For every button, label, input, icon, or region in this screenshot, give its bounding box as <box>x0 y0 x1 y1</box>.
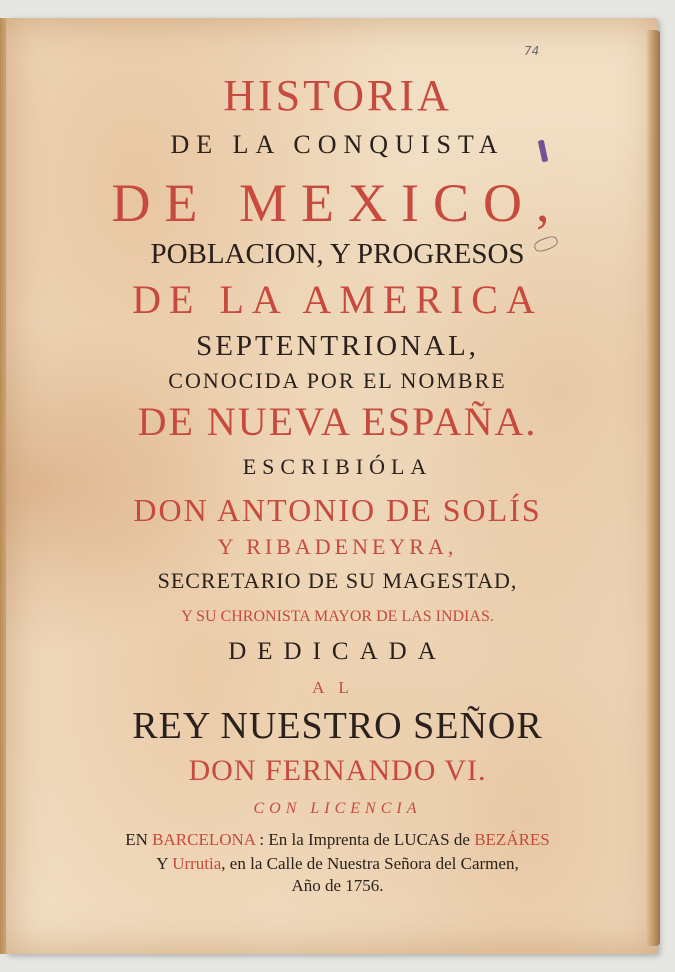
title-de-la-america: DE LA AMERICA <box>132 277 543 322</box>
imprint-city: BARCELONA <box>152 830 256 849</box>
pencil-annotation: 74 <box>524 44 540 58</box>
dedication-al: AL <box>312 678 363 697</box>
imprint-year: Año de 1756. <box>291 876 384 895</box>
title-escribiola: ESCRIBIÓLA <box>242 454 433 479</box>
title-septentrional: SEPTENTRIONAL, <box>196 330 479 362</box>
title-conocida: CONOCIDA POR EL NOMBRE <box>168 368 507 393</box>
title-poblacion: POBLACION, Y PROGRESOS <box>150 238 525 270</box>
author-surname: Y RIBADENEYRA, <box>217 534 458 559</box>
author-title-chronista: Y SU CHRONISTA MAYOR DE LAS INDIAS. <box>181 608 494 625</box>
imprint-line-2 <box>0 854 675 874</box>
dedication-fernando: DON FERNANDO VI. <box>188 754 487 787</box>
title-historia: HISTORIA <box>223 71 452 120</box>
title-de-mexico: DE MEXICO, <box>111 173 564 233</box>
imprint-press: : En la Imprenta de LUCAS de <box>259 830 470 849</box>
title-nueva-espana: DE NUEVA ESPAÑA. <box>137 399 538 444</box>
imprint-urrutia: Urrutia <box>172 854 222 873</box>
imprint-en: EN <box>125 830 148 849</box>
license-line: CON LICENCIA <box>253 800 422 817</box>
imprint-line-1 <box>0 830 675 850</box>
dedication-rey: REY NUESTRO SEÑOR <box>132 705 543 747</box>
author-title-secretario: SECRETARIO DE SU MAGESTAD, <box>157 568 518 593</box>
imprint-printer-surname: BEZÁRES <box>474 830 550 849</box>
dedication-dedicada: DEDICADA <box>228 638 447 665</box>
imprint-address: , en la Calle de Nuestra Señora del Carmen, <box>221 854 519 873</box>
author-name: DON ANTONIO DE SOLÍS <box>133 492 542 528</box>
title-de-la-conquista: DE LA CONQUISTA <box>170 130 505 159</box>
imprint-y: Y <box>156 854 168 873</box>
